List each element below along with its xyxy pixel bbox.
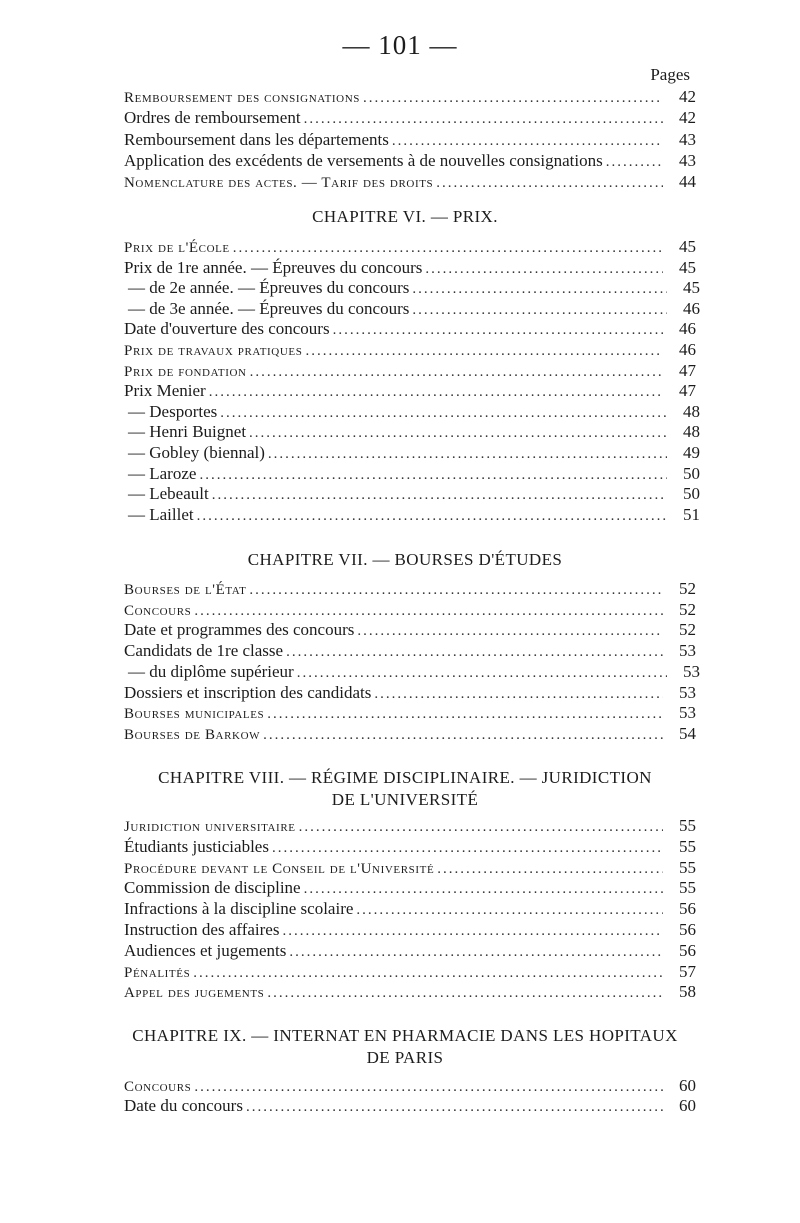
toc-entry [128, 442, 700, 463]
toc-entry-page-number: 43 [679, 129, 696, 149]
toc-entry-page-number: 50 [683, 484, 700, 504]
toc-entry [124, 857, 696, 878]
toc-entry [128, 298, 700, 319]
chapter-heading-9-line2: DE PARIS [366, 1048, 444, 1067]
toc-entry-label: Commission de discipline [124, 878, 301, 898]
toc-entry-label: Date du concours [124, 1096, 243, 1115]
toc-entry-page-number: 45 [683, 278, 700, 298]
toc-entry [124, 107, 696, 128]
toc-entry-label: Étudiants justiciables [124, 836, 269, 856]
toc-entry-page-number: 46 [683, 298, 700, 318]
toc-entry-page-number: 55 [679, 836, 696, 856]
toc-entry-page-number: 53 [679, 703, 696, 723]
toc-entry [128, 504, 700, 525]
toc-entry [124, 619, 696, 640]
toc-entry-page-number: 45 [679, 257, 696, 277]
toc-entry-page-number: 44 [679, 172, 696, 192]
toc-entry-label: Instruction des affaires [124, 920, 280, 939]
toc-entry [124, 682, 696, 703]
toc-entry-page-number: 57 [679, 961, 696, 981]
toc-entry-page-number: 48 [683, 422, 700, 442]
toc-entry [124, 836, 696, 857]
toc-entry-page-number: 60 [679, 1076, 696, 1095]
toc-entry-page-number: 53 [683, 661, 700, 681]
toc-entry [124, 1075, 696, 1096]
pages-column-label: Pages [650, 65, 690, 84]
toc-entry-page-number: 47 [679, 360, 696, 380]
toc-entry-page-number: 54 [679, 723, 696, 743]
toc-entry [124, 171, 696, 192]
toc-entry-page-number: 55 [679, 857, 696, 877]
toc-entry-label: Juridiction universitaire [124, 819, 296, 835]
toc-entry-label: Dossiers et inscription des candidats [124, 682, 372, 702]
toc-entry [124, 702, 696, 723]
toc-entry-label: — Gobley (biennal) [128, 443, 265, 462]
toc-entry-label: Prix de l'École [124, 240, 230, 256]
toc-entry-page-number: 46 [679, 340, 696, 359]
toc-entry-label: Concours [124, 1079, 192, 1095]
toc-entry-label: Audiences et jugements [124, 940, 287, 960]
toc-entry [128, 421, 700, 442]
toc-entry [124, 877, 696, 898]
toc-entry-label: Pénalités [124, 964, 191, 981]
toc-entry-label: Bourses de Barkow [124, 726, 261, 743]
toc-entry [124, 236, 696, 257]
toc-entry-label: Prix Menier [124, 381, 206, 401]
toc-entry-page-number: 56 [679, 940, 696, 960]
toc-entry [124, 981, 696, 1002]
toc-entry-label: Prix de fondation [124, 363, 247, 380]
toc-entry [124, 360, 696, 381]
toc-entry-label: — de 3e année. — Épreuves du concours [128, 298, 410, 318]
toc-entry-page-number: 56 [679, 920, 696, 939]
toc-entry [128, 463, 700, 484]
toc-entry [124, 723, 696, 744]
toc-entry [124, 318, 696, 339]
toc-entry-page-number: 51 [683, 504, 700, 524]
chapter-heading-7: CHAPITRE VII. — BOURSES D'ÉTUDES [247, 550, 563, 569]
toc-entry-label: Infractions à la discipline scolaire [124, 899, 354, 919]
toc-entry-label: Bourses municipales [124, 706, 265, 723]
toc-entry [124, 599, 696, 620]
toc-entry-label: Application des excédents de versements à de nouvelles consignations [124, 150, 603, 170]
toc-entry-page-number: 42 [679, 87, 696, 106]
toc-entry [124, 86, 696, 107]
toc-entry-page-number: 52 [679, 620, 696, 640]
toc-entry-page-number: 55 [679, 878, 696, 898]
dot-leader [304, 109, 663, 130]
dot-leader [436, 173, 663, 194]
toc-entry-label: — Laillet [128, 504, 194, 524]
toc-entry-page-number: 47 [679, 381, 696, 401]
dot-leader [363, 88, 663, 109]
toc-entry-page-number: 50 [683, 463, 700, 483]
toc-entry-label: Date d'ouverture des concours [124, 319, 330, 339]
dot-leader [263, 725, 663, 746]
toc-entry-label: — Lebeault [128, 484, 209, 504]
toc-entry-page-number: 56 [679, 899, 696, 919]
toc-entry-label: Procédure devant le Conseil de l'Université [124, 860, 435, 877]
toc-entry-page-number: 43 [679, 150, 696, 170]
toc-entry-label: Appel des jugements [124, 985, 265, 1002]
page-number: — 101 — [342, 30, 458, 60]
toc-entry-label: Remboursement des consignations [124, 90, 360, 106]
chapter-heading-9-line1: CHAPITRE IX. — INTERNAT EN PHARMACIE DANS LES HOPITAUX [132, 1026, 678, 1045]
toc-entry-label: Date et programmes des concours [124, 620, 355, 640]
toc-entry [124, 150, 696, 171]
toc-entry [128, 401, 700, 422]
toc-entry-label: — de 2e année. — Épreuves du concours [128, 278, 410, 298]
toc-entry-label: Prix de 1re année. — Épreuves du concours [124, 257, 423, 277]
toc-entry [124, 898, 696, 919]
toc-entry [124, 640, 696, 661]
toc-entry-page-number: 46 [679, 319, 696, 339]
dot-leader [267, 983, 663, 1004]
toc-entry-label: Candidats de 1re classe [124, 641, 284, 661]
toc-entry [124, 919, 696, 940]
dot-leader [606, 152, 663, 173]
toc-entry-label: — Henri Buignet [128, 422, 247, 442]
chapter-heading-8-line2: DE L'UNIVERSITÉ [331, 790, 479, 809]
toc-entry-label: Concours [124, 602, 192, 619]
toc-entry [124, 961, 696, 982]
toc-entry-label: — du diplôme supérieur [128, 661, 294, 681]
chapter-heading-8-line1: CHAPITRE VIII. — RÉGIME DISCIPLINAIRE. — JURIDICTION [158, 768, 652, 787]
toc-entry-page-number: 52 [679, 579, 696, 598]
toc-entry [128, 483, 700, 504]
toc-entry-page-number: 48 [683, 401, 700, 421]
toc-entry [124, 940, 696, 961]
toc-entry [128, 277, 700, 298]
toc-entry-label: Nomenclature des actes. — Tarif des droits [124, 175, 434, 192]
toc-entry-label: Bourses de l'État [124, 582, 247, 598]
toc-entry [124, 257, 696, 278]
dot-leader [197, 506, 667, 527]
toc-entry [124, 339, 696, 360]
toc-entry [124, 129, 696, 150]
toc-entry-page-number: 58 [679, 982, 696, 1002]
toc-entry-label: — Laroze [128, 463, 197, 483]
toc-entry-page-number: 60 [679, 1096, 696, 1115]
toc-entry-label: — Desportes [128, 401, 218, 421]
dot-leader [392, 131, 663, 152]
toc-entry-page-number: 53 [679, 641, 696, 661]
toc-entry-page-number: 52 [679, 599, 696, 619]
toc-entry-page-number: 55 [679, 816, 696, 835]
toc-entry-page-number: 42 [679, 108, 696, 128]
toc-entry [124, 815, 696, 836]
toc-entry-page-number: 53 [679, 682, 696, 702]
toc-entry-label: Prix de travaux pratiques [124, 343, 303, 359]
toc-entry-page-number: 49 [683, 443, 700, 462]
chapter-heading-6: CHAPITRE VI. — PRIX. [312, 207, 498, 226]
dot-leader [246, 1097, 663, 1118]
toc-entry-page-number: 45 [679, 237, 696, 256]
toc-entry-label: Remboursement dans les départements [124, 129, 389, 149]
toc-entry [124, 380, 696, 401]
toc-entry [124, 578, 696, 599]
toc-entry-label: Ordres de remboursement [124, 108, 301, 128]
toc-entry [124, 1095, 696, 1116]
toc-entry [128, 661, 700, 682]
